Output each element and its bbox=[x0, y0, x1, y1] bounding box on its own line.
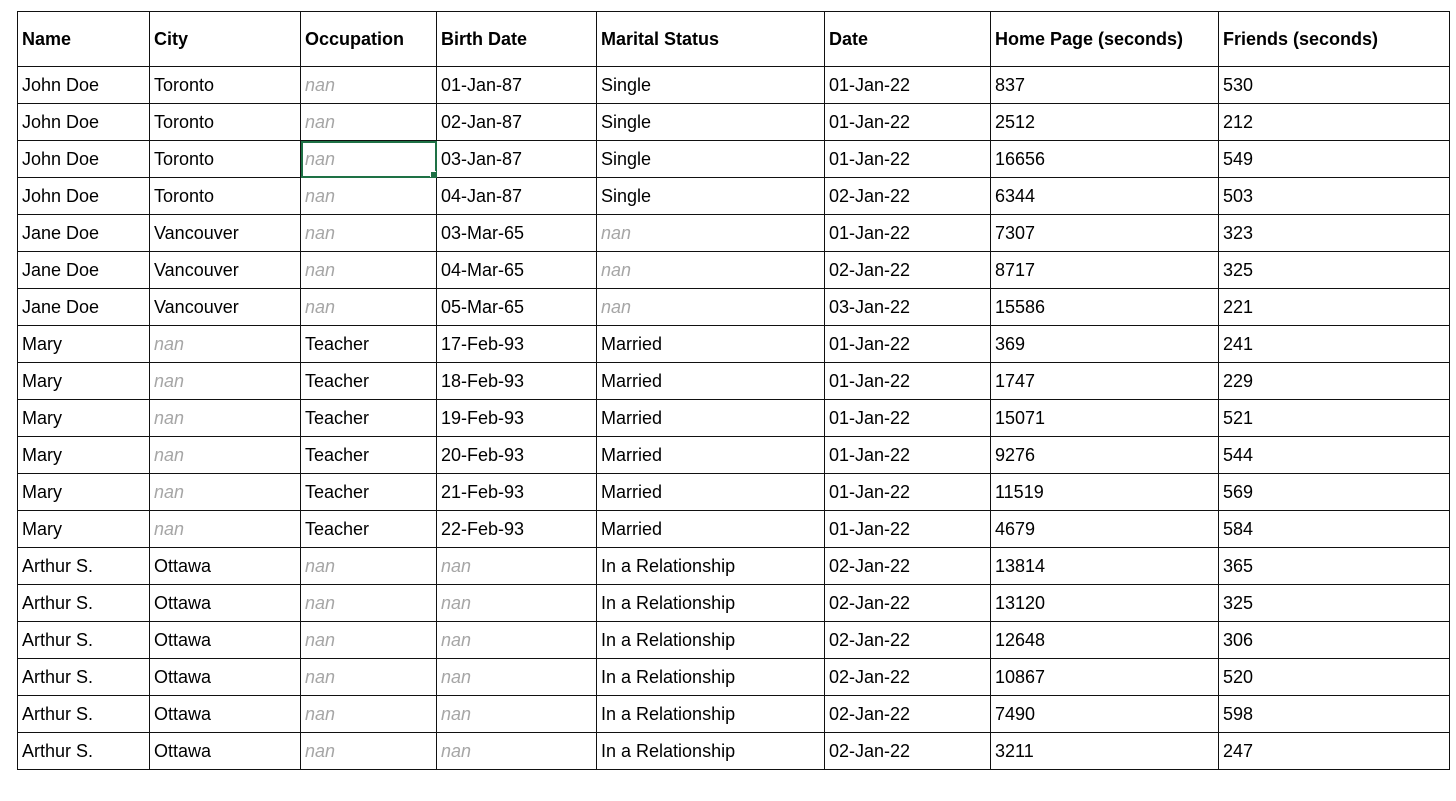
cell-occupation[interactable]: nan bbox=[301, 733, 437, 770]
cell-city[interactable]: Ottawa bbox=[150, 659, 301, 696]
cell-name[interactable]: Mary bbox=[18, 511, 150, 548]
table-row bbox=[18, 326, 1450, 363]
cell-occupation[interactable]: nan bbox=[301, 696, 437, 733]
table-row bbox=[18, 696, 1450, 733]
cell-home-page[interactable]: 15071 bbox=[991, 400, 1219, 437]
table-row bbox=[18, 363, 1450, 400]
cell-name[interactable]: Mary bbox=[18, 326, 150, 363]
cell-home-page[interactable]: 8717 bbox=[991, 252, 1219, 289]
cell-occupation[interactable]: nan bbox=[301, 585, 437, 622]
cell-marital-status[interactable]: nan bbox=[597, 252, 825, 289]
cell-birth-date[interactable]: nan bbox=[437, 622, 597, 659]
cell-city[interactable]: Toronto bbox=[150, 178, 301, 215]
cell-name[interactable]: Mary bbox=[18, 437, 150, 474]
cell-friends[interactable]: 247 bbox=[1219, 733, 1450, 770]
cell-occupation[interactable]: nan bbox=[301, 67, 437, 104]
cell-city[interactable]: nan bbox=[150, 511, 301, 548]
cell-friends[interactable]: 549 bbox=[1219, 141, 1450, 178]
cell-birth-date[interactable]: 02-Jan-87 bbox=[437, 104, 597, 141]
cell-date[interactable]: 01-Jan-22 bbox=[825, 437, 991, 474]
cell-name[interactable]: Arthur S. bbox=[18, 659, 150, 696]
cell-city[interactable]: Toronto bbox=[150, 104, 301, 141]
cell-marital-status[interactable]: Married bbox=[597, 511, 825, 548]
column-header-name[interactable]: Name bbox=[18, 12, 150, 67]
column-header-friends[interactable]: Friends (seconds) bbox=[1219, 12, 1450, 67]
cell-friends[interactable]: 598 bbox=[1219, 696, 1450, 733]
cell-name[interactable]: Arthur S. bbox=[18, 585, 150, 622]
cell-city[interactable]: Ottawa bbox=[150, 548, 301, 585]
table-row bbox=[18, 437, 1450, 474]
cell-name[interactable]: John Doe bbox=[18, 67, 150, 104]
table-row bbox=[18, 141, 1450, 178]
cell-birth-date[interactable]: 05-Mar-65 bbox=[437, 289, 597, 326]
cell-name[interactable]: Mary bbox=[18, 400, 150, 437]
table-row bbox=[18, 548, 1450, 585]
cell-city[interactable]: nan bbox=[150, 474, 301, 511]
cell-home-page[interactable]: 1747 bbox=[991, 363, 1219, 400]
table-row bbox=[18, 733, 1450, 770]
table-row bbox=[18, 252, 1450, 289]
cell-friends[interactable]: 520 bbox=[1219, 659, 1450, 696]
cell-marital-status[interactable]: Married bbox=[597, 474, 825, 511]
cell-birth-date[interactable]: 21-Feb-93 bbox=[437, 474, 597, 511]
data-table bbox=[17, 11, 1450, 770]
cell-marital-status[interactable]: nan bbox=[597, 289, 825, 326]
cell-marital-status[interactable]: Single bbox=[597, 67, 825, 104]
cell-occupation[interactable]: nan bbox=[301, 548, 437, 585]
cell-name[interactable]: Jane Doe bbox=[18, 289, 150, 326]
cell-marital-status[interactable]: Married bbox=[597, 400, 825, 437]
cell-date[interactable]: 02-Jan-22 bbox=[825, 252, 991, 289]
cell-marital-status[interactable]: In a Relationship bbox=[597, 696, 825, 733]
cell-friends[interactable]: 241 bbox=[1219, 326, 1450, 363]
cell-name[interactable]: John Doe bbox=[18, 104, 150, 141]
cell-occupation[interactable]: Teacher bbox=[301, 326, 437, 363]
cell-date[interactable]: 02-Jan-22 bbox=[825, 548, 991, 585]
cell-name[interactable]: John Doe bbox=[18, 141, 150, 178]
cell-name[interactable]: Mary bbox=[18, 474, 150, 511]
cell-city[interactable]: Ottawa bbox=[150, 585, 301, 622]
cell-date[interactable]: 03-Jan-22 bbox=[825, 289, 991, 326]
cell-date[interactable]: 01-Jan-22 bbox=[825, 104, 991, 141]
cell-city[interactable]: Vancouver bbox=[150, 215, 301, 252]
cell-birth-date[interactable]: nan bbox=[437, 659, 597, 696]
cell-friends[interactable]: 221 bbox=[1219, 289, 1450, 326]
cell-home-page[interactable]: 7490 bbox=[991, 696, 1219, 733]
cell-friends[interactable]: 365 bbox=[1219, 548, 1450, 585]
cell-date[interactable]: 01-Jan-22 bbox=[825, 400, 991, 437]
cell-date[interactable]: 02-Jan-22 bbox=[825, 733, 991, 770]
cell-occupation[interactable]: nan bbox=[301, 104, 437, 141]
cell-home-page[interactable]: 9276 bbox=[991, 437, 1219, 474]
table-row bbox=[18, 622, 1450, 659]
cell-birth-date[interactable]: 20-Feb-93 bbox=[437, 437, 597, 474]
cell-birth-date[interactable]: 17-Feb-93 bbox=[437, 326, 597, 363]
cell-friends[interactable]: 323 bbox=[1219, 215, 1450, 252]
cell-marital-status[interactable]: nan bbox=[597, 215, 825, 252]
cell-friends[interactable]: 306 bbox=[1219, 622, 1450, 659]
table-row bbox=[18, 178, 1450, 215]
cell-marital-status[interactable]: Married bbox=[597, 363, 825, 400]
cell-date[interactable]: 01-Jan-22 bbox=[825, 326, 991, 363]
cell-friends[interactable]: 503 bbox=[1219, 178, 1450, 215]
cell-home-page[interactable]: 837 bbox=[991, 67, 1219, 104]
cell-friends[interactable]: 229 bbox=[1219, 363, 1450, 400]
cell-birth-date[interactable]: nan bbox=[437, 548, 597, 585]
cell-city[interactable]: Vancouver bbox=[150, 289, 301, 326]
cell-birth-date[interactable]: nan bbox=[437, 585, 597, 622]
table-row bbox=[18, 511, 1450, 548]
table-row bbox=[18, 104, 1450, 141]
cell-friends[interactable]: 584 bbox=[1219, 511, 1450, 548]
table-row bbox=[18, 659, 1450, 696]
cell-occupation[interactable]: nan bbox=[301, 289, 437, 326]
cell-occupation[interactable]: nan bbox=[301, 178, 437, 215]
cell-home-page[interactable]: 12648 bbox=[991, 622, 1219, 659]
cell-date[interactable]: 02-Jan-22 bbox=[825, 659, 991, 696]
cell-marital-status[interactable]: Married bbox=[597, 437, 825, 474]
cell-home-page[interactable]: 13814 bbox=[991, 548, 1219, 585]
cell-birth-date[interactable]: 04-Mar-65 bbox=[437, 252, 597, 289]
cell-friends[interactable]: 569 bbox=[1219, 474, 1450, 511]
table-row bbox=[18, 289, 1450, 326]
cell-city[interactable]: Toronto bbox=[150, 141, 301, 178]
cell-birth-date[interactable]: 03-Mar-65 bbox=[437, 215, 597, 252]
cell-date[interactable]: 02-Jan-22 bbox=[825, 622, 991, 659]
column-header-home-page[interactable]: Home Page (seconds) bbox=[991, 12, 1219, 67]
cell-birth-date[interactable]: 03-Jan-87 bbox=[437, 141, 597, 178]
cell-occupation[interactable]: nan bbox=[301, 622, 437, 659]
cell-occupation[interactable]: Teacher bbox=[301, 400, 437, 437]
cell-marital-status[interactable]: In a Relationship bbox=[597, 622, 825, 659]
header-row bbox=[18, 12, 1450, 67]
cell-birth-date[interactable]: 04-Jan-87 bbox=[437, 178, 597, 215]
cell-occupation[interactable]: nan bbox=[301, 215, 437, 252]
cell-marital-status[interactable]: In a Relationship bbox=[597, 585, 825, 622]
column-header-birth-date[interactable]: Birth Date bbox=[437, 12, 597, 67]
cell-name[interactable]: Mary bbox=[18, 363, 150, 400]
cell-city[interactable]: nan bbox=[150, 400, 301, 437]
cell-city[interactable]: Vancouver bbox=[150, 252, 301, 289]
cell-date[interactable]: 02-Jan-22 bbox=[825, 178, 991, 215]
cell-name[interactable]: Jane Doe bbox=[18, 252, 150, 289]
cell-friends[interactable]: 325 bbox=[1219, 585, 1450, 622]
cell-marital-status[interactable]: In a Relationship bbox=[597, 733, 825, 770]
cell-date[interactable]: 01-Jan-22 bbox=[825, 141, 991, 178]
cell-occupation[interactable]: Teacher bbox=[301, 511, 437, 548]
cell-home-page[interactable]: 7307 bbox=[991, 215, 1219, 252]
cell-friends[interactable]: 530 bbox=[1219, 67, 1450, 104]
cell-marital-status[interactable]: Single bbox=[597, 141, 825, 178]
cell-home-page[interactable]: 2512 bbox=[991, 104, 1219, 141]
cell-occupation[interactable]: Teacher bbox=[301, 474, 437, 511]
cell-date[interactable]: 01-Jan-22 bbox=[825, 474, 991, 511]
cell-friends[interactable]: 212 bbox=[1219, 104, 1450, 141]
cell-friends[interactable]: 544 bbox=[1219, 437, 1450, 474]
cell-city[interactable]: nan bbox=[150, 363, 301, 400]
cell-home-page[interactable]: 3211 bbox=[991, 733, 1219, 770]
cell-date[interactable]: 01-Jan-22 bbox=[825, 363, 991, 400]
cell-name[interactable]: Arthur S. bbox=[18, 548, 150, 585]
table-row bbox=[18, 585, 1450, 622]
cell-home-page[interactable]: 13120 bbox=[991, 585, 1219, 622]
cell-date[interactable]: 01-Jan-22 bbox=[825, 511, 991, 548]
cell-date[interactable]: 02-Jan-22 bbox=[825, 696, 991, 733]
table-row bbox=[18, 215, 1450, 252]
cell-date[interactable]: 01-Jan-22 bbox=[825, 67, 991, 104]
cell-occupation[interactable]: nan bbox=[301, 252, 437, 289]
cell-city[interactable]: nan bbox=[150, 437, 301, 474]
cell-home-page[interactable]: 10867 bbox=[991, 659, 1219, 696]
column-header-date[interactable]: Date bbox=[825, 12, 991, 67]
cell-occupation[interactable]: Teacher bbox=[301, 437, 437, 474]
cell-marital-status[interactable]: In a Relationship bbox=[597, 659, 825, 696]
column-header-occupation[interactable]: Occupation bbox=[301, 12, 437, 67]
cell-name[interactable]: Arthur S. bbox=[18, 733, 150, 770]
cell-city[interactable]: Ottawa bbox=[150, 696, 301, 733]
fill-handle[interactable] bbox=[430, 171, 437, 178]
cell-home-page[interactable]: 16656 bbox=[991, 141, 1219, 178]
cell-city[interactable]: Ottawa bbox=[150, 733, 301, 770]
cell-city[interactable]: nan bbox=[150, 326, 301, 363]
cell-name[interactable]: Jane Doe bbox=[18, 215, 150, 252]
cell-birth-date[interactable]: 01-Jan-87 bbox=[437, 67, 597, 104]
cell-date[interactable]: 01-Jan-22 bbox=[825, 215, 991, 252]
cell-home-page[interactable]: 369 bbox=[991, 326, 1219, 363]
cell-birth-date[interactable]: 18-Feb-93 bbox=[437, 363, 597, 400]
cell-birth-date[interactable]: 19-Feb-93 bbox=[437, 400, 597, 437]
cell-home-page[interactable]: 11519 bbox=[991, 474, 1219, 511]
cell-date[interactable]: 02-Jan-22 bbox=[825, 585, 991, 622]
table-row bbox=[18, 400, 1450, 437]
cell-home-page[interactable]: 15586 bbox=[991, 289, 1219, 326]
cell-city[interactable]: Ottawa bbox=[150, 622, 301, 659]
cell-marital-status[interactable]: In a Relationship bbox=[597, 548, 825, 585]
cell-home-page[interactable]: 6344 bbox=[991, 178, 1219, 215]
cell-name[interactable]: Arthur S. bbox=[18, 696, 150, 733]
cell-name[interactable]: Arthur S. bbox=[18, 622, 150, 659]
selected-cell[interactable]: nan bbox=[301, 141, 437, 178]
cell-birth-date[interactable]: 22-Feb-93 bbox=[437, 511, 597, 548]
cell-marital-status[interactable]: Single bbox=[597, 104, 825, 141]
column-header-city[interactable]: City bbox=[150, 12, 301, 67]
cell-birth-date[interactable]: nan bbox=[437, 696, 597, 733]
cell-occupation[interactable]: nan bbox=[301, 659, 437, 696]
column-header-marital-status[interactable]: Marital Status bbox=[597, 12, 825, 67]
cell-friends[interactable]: 521 bbox=[1219, 400, 1450, 437]
cell-marital-status[interactable]: Married bbox=[597, 326, 825, 363]
table-row bbox=[18, 67, 1450, 104]
cell-friends[interactable]: 325 bbox=[1219, 252, 1450, 289]
cell-occupation[interactable]: Teacher bbox=[301, 363, 437, 400]
cell-city[interactable]: Toronto bbox=[150, 67, 301, 104]
cell-marital-status[interactable]: Single bbox=[597, 178, 825, 215]
cell-birth-date[interactable]: nan bbox=[437, 733, 597, 770]
cell-name[interactable]: John Doe bbox=[18, 178, 150, 215]
table-body bbox=[18, 67, 1450, 770]
cell-home-page[interactable]: 4679 bbox=[991, 511, 1219, 548]
table-row bbox=[18, 474, 1450, 511]
